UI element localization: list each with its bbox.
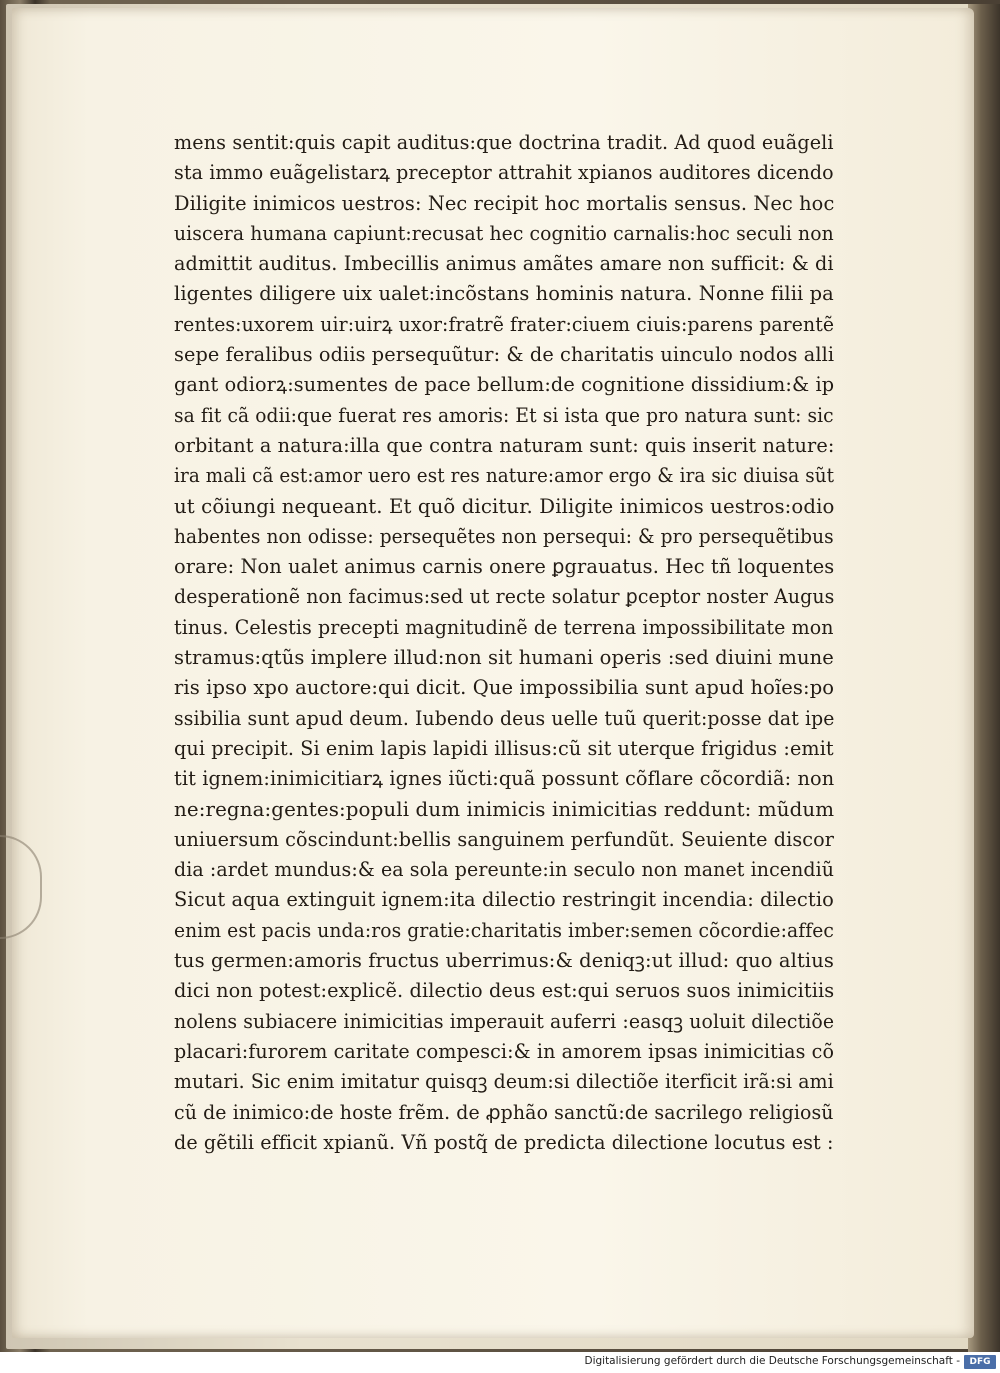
- text-line: rentes:uxorem uir:uirꝝ uxor:fratrẽ frater:ciuem ciuis:parens parentẽ: [174, 312, 835, 336]
- text-line: dici non potest:explicẽ. dilectio deus est:qui seruos suos inimicitiis: [174, 979, 835, 1003]
- text-line: sta immo euãgelistarꝝ preceptor attrahit xpianos auditores dicendo: [174, 161, 834, 185]
- text-line: sa fit cã odii:que fuerat res amoris: Et si ista que pro natura sunt: sic: [174, 403, 834, 427]
- text-line: uiscera humana capiunt:recusat hec cognitio carnalis:hoc seculi non: [174, 221, 834, 245]
- text-line: ssibilia sunt apud deum. Iubendo deus uelle tuũ querit:posse dat ipe: [174, 706, 835, 730]
- text-line: dia :ardet mundus:& ea sola pereunte:in seculo non manet incendiũ: [174, 858, 835, 882]
- digitization-credit: Digitalisierung gefördert durch die Deutsche Forschungsgemeinschaft -: [584, 1355, 960, 1367]
- text-line: Sicut aqua extinguit ignem:ita dilectio restringit incendia: dilectio: [174, 888, 834, 912]
- text-line: orbitant a natura:illa que contra naturam sunt: quis inserit nature:: [174, 433, 835, 457]
- text-line: ligentes diligere uix ualet:incõstans hominis natura. Nonne filii pa: [174, 282, 834, 306]
- text-line: ris ipso xpo auctore:qui dicit. Que impossibilia sunt apud hoĩes:po: [174, 676, 835, 700]
- text-line: uniuersum cõscindunt:bellis sanguinem perfundũt. Seuiente discor: [174, 827, 835, 851]
- text-line: qui precipit. Si enim lapis lapidi illisus:cũ sit uterque frigidus :emit: [174, 736, 834, 760]
- text-line: gant odiorꝝ:sumentes de pace bellum:de cognitione dissidium:& ip: [174, 373, 835, 397]
- dfg-logo: DFG: [964, 1355, 996, 1369]
- text-line: mens sentit:quis capit auditus:que doctrina tradit. Ad quod euãgeli: [174, 131, 834, 154]
- text-line: sepe feralibus odiis persequũtur: & de charitatis uinculo nodos alli: [174, 343, 835, 367]
- text-line: mutari. Sic enim imitatur quisqꝫ deum:si dilectiõe iterficit irã:si ami: [174, 1070, 834, 1094]
- text-line: nolens subiacere inimicitias imperauit auferri :easqꝫ uoluit dilectiõe: [174, 1009, 835, 1033]
- text-line: habentes non odisse: persequẽtes non persequi: & pro persequẽtibus: [174, 524, 834, 548]
- text-line: tus germen:amoris fructus uberrimus:& deniqꝫ:ut illud: quo altius: [174, 949, 834, 973]
- text-line: enim est pacis unda:ros gratie:charitatis imber:semen cõcordie:affec: [174, 918, 834, 942]
- text-line: orare: Non ualet animus carnis onere ꝑgrauatus. Hec tñ loquentes: [174, 555, 835, 579]
- text-line: de gẽtili efficit xpianũ. Vñ postq̃ de predicta dilectione locutus est :: [174, 1130, 834, 1154]
- text-line: tit ignem:inimicitiarꝝ ignes iũcti:quã possunt cõflare cõcordiã: non: [174, 767, 835, 791]
- text-line: ne:regna:gentes:populi dum inimicis inimicitias reddunt: mũdum: [174, 797, 835, 821]
- text-line: desperationẽ non facimus:sed ut recte solatur ꝑceptor noster Augus: [174, 585, 835, 609]
- text-line: ut cõiungi nequeant. Et quõ dicitur. Diligite inimicos uestros:odio: [174, 494, 835, 518]
- text-line: admittit auditus. Imbecillis animus amãtes amare non sufficit: & di: [174, 252, 834, 276]
- text-line: stramus:qtũs implere illud:non sit humani operis :sed diuini mune: [174, 646, 834, 670]
- page-text-block: [174, 128, 834, 1158]
- text-line: placari:furorem caritate compesci:& in amorem ipsas inimicitias cõ: [174, 1039, 835, 1063]
- text-line: ira mali cã est:amor uero est res nature:amor ergo & ira sic diuisa sũt: [174, 464, 835, 488]
- text-line: tinus. Celestis precepti magnitudinẽ de terrena impossibilitate mon: [174, 615, 834, 639]
- text-line: cũ de inimico:de hoste frẽm. de ꝓphão sanctũ:de sacrilego religiosũ: [174, 1100, 834, 1124]
- text-line: Diligite inimicos uestros: Nec recipit hoc mortalis sensus. Nec hoc: [174, 191, 835, 215]
